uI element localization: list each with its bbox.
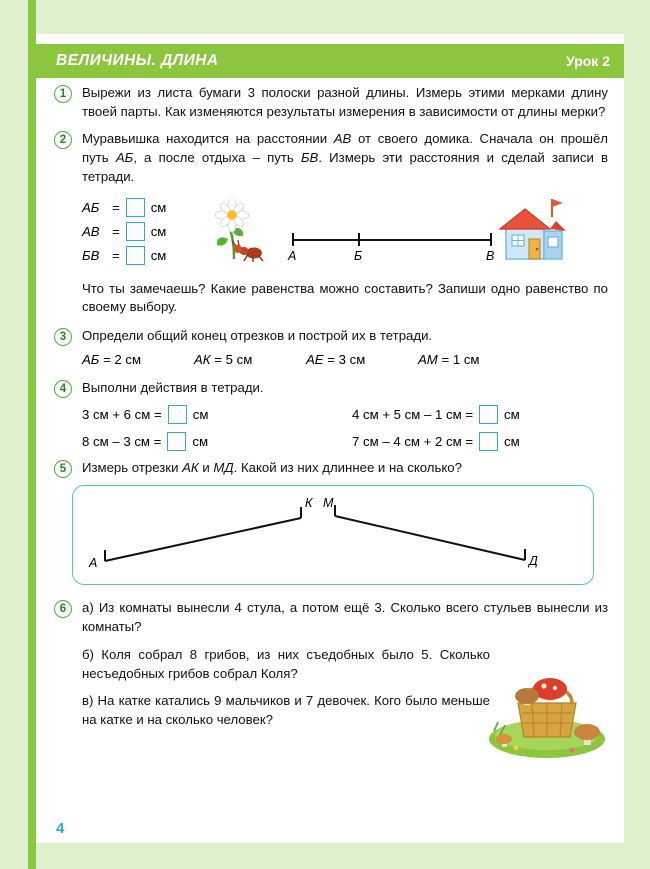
value-text: = 1 см — [441, 351, 480, 367]
task-2-text-part-2: от своего домика. Сначала он прошёл путь — [82, 131, 608, 166]
answer-box[interactable] — [126, 222, 145, 241]
task-number-badge: 1 — [54, 85, 72, 103]
page-border-bottom — [0, 843, 650, 869]
task-number-badge: 4 — [54, 380, 72, 398]
equation-label: АБ — [82, 199, 100, 215]
answer-box[interactable] — [126, 198, 145, 217]
segment-name-ab2: АБ — [115, 150, 134, 166]
task-2-equations — [82, 193, 200, 270]
exercise-cell — [352, 432, 520, 451]
figure-label-d: Д — [529, 554, 538, 569]
unit-label: см — [504, 406, 520, 422]
task-2-text-part-4: . Измерь эти расстояния и сделай записи в тетради. — [82, 150, 608, 184]
page-header — [36, 44, 624, 78]
task-3 — [54, 327, 608, 346]
task-4-exercises — [82, 405, 608, 451]
task-number-badge: 3 — [54, 328, 72, 346]
task-2-question: Что ты замечаешь? Какие равенства можно составить? Запиши одно равенство по своему выбору. — [82, 280, 608, 315]
page-border-right — [624, 0, 650, 869]
answer-box[interactable] — [126, 246, 145, 265]
segment-label-v: В — [486, 248, 495, 263]
task-6-part-v: в) На катке катались 9 мальчиков и 7 девочек. Кого было меньше на катке и на сколько человек? — [82, 693, 490, 728]
task-5-text-part-1: Измерь отрезки — [82, 459, 183, 475]
value-label: АК — [194, 351, 211, 367]
exercise-cell — [352, 405, 520, 424]
exercise-cell — [82, 432, 352, 451]
page-border-left — [0, 0, 28, 869]
answer-box[interactable] — [168, 405, 187, 424]
expression: 3 см + 6 см = — [82, 406, 162, 422]
equals-sign: = — [112, 223, 120, 239]
equals-sign: = — [112, 199, 120, 215]
task-1 — [54, 84, 608, 121]
task-5-text-part-3: . Какой из них длиннее и на сколько? — [233, 459, 462, 475]
value-label: АМ — [418, 351, 438, 367]
value-text: = 3 см — [327, 351, 366, 367]
value-item — [194, 352, 306, 367]
value-label: АБ — [82, 351, 100, 367]
segment-tick-b — [358, 233, 360, 246]
flower-with-ant-icon — [208, 199, 276, 265]
segment-abv — [288, 239, 495, 263]
segment-label-a: А — [288, 248, 297, 263]
unit-label: см — [192, 406, 209, 422]
page-title: ВЕЛИЧИНЫ. ДЛИНА — [56, 52, 219, 69]
task-6-part-b: б) Коля собрал 8 грибов, из них съедобных было 5. Сколько несъедобных грибов собрал Коля? — [82, 646, 490, 681]
exercise-cell — [82, 405, 352, 424]
page-border-top — [0, 0, 650, 34]
unit-label: см — [150, 223, 167, 239]
unit-label: см — [150, 247, 167, 263]
task-number-badge: 6 — [54, 600, 72, 618]
exercise-row — [82, 405, 608, 424]
value-item — [418, 352, 530, 367]
equation-row — [82, 246, 200, 265]
expression: 4 см + 5 см – 1 см = — [352, 406, 474, 422]
segment-name-md: МД — [213, 459, 234, 475]
segment-tick-a — [292, 233, 294, 246]
page-sheet — [36, 34, 624, 843]
task-2-illustration — [200, 193, 608, 267]
expression: 8 см – 3 см = — [82, 433, 162, 449]
value-item — [306, 352, 418, 367]
segment-name-ak: АК — [182, 459, 199, 475]
equation-row — [82, 198, 200, 217]
task-number-badge: 2 — [54, 131, 72, 149]
figure-label-k: К — [305, 496, 313, 511]
unit-label: см — [150, 199, 167, 215]
task-2 — [54, 130, 608, 186]
task-2-text-part-3: , а после отдыха – путь — [133, 150, 301, 166]
value-label: АЕ — [306, 351, 324, 367]
task-5-text — [82, 459, 608, 478]
task-1-text: Вырежи из листа бумаги 3 полоски разной длины. Измерь этими мерками длину твоей парты. Как изменяются результаты измерения в зависимости от длины мерки? — [82, 85, 608, 119]
segment-label-b: Б — [354, 248, 363, 263]
figure-label-a: А — [89, 556, 98, 571]
equation-label: АВ — [82, 223, 100, 239]
mushroom-basket-icon — [488, 655, 606, 759]
value-text: = 5 см — [214, 351, 253, 367]
expression: 7 см – 4 см + 2 см = — [352, 433, 474, 449]
answer-box[interactable] — [479, 405, 498, 424]
answer-box[interactable] — [167, 432, 186, 451]
unit-label: см — [192, 433, 209, 449]
task-5 — [54, 459, 608, 478]
task-2-figure-row — [82, 193, 608, 270]
task-2-text-part-1: Муравьишка находится на расстоянии — [82, 131, 334, 147]
equals-sign: = — [112, 247, 120, 263]
segment-name-bv: БВ — [300, 150, 319, 166]
page-number: 4 — [56, 820, 65, 837]
task-4-text: Выполни действия в тетради. — [82, 379, 264, 395]
task-5-text-part-2: и — [198, 459, 214, 475]
page-content — [36, 84, 624, 739]
task-6-part-a: а) Из комнаты вынесли 4 стула, а потом ещё 3. Сколько всего стульев вынесли из комнаты? — [82, 600, 608, 635]
task-2-text — [82, 130, 608, 186]
page-spine-bar — [28, 0, 36, 869]
figure-label-m: М — [323, 496, 334, 511]
equation-row — [82, 222, 200, 241]
exercise-row — [82, 432, 608, 451]
task-6 — [54, 599, 608, 729]
task-3-text: Определи общий конец отрезков и построй их в тетради. — [82, 328, 433, 344]
value-item — [82, 352, 194, 367]
value-text: = 2 см — [103, 351, 142, 367]
task-4 — [54, 379, 608, 398]
lesson-label: Урок 2 — [566, 53, 610, 69]
unit-label: см — [504, 433, 520, 449]
house-icon — [492, 193, 572, 267]
ant-icon — [232, 240, 263, 262]
equation-label: БВ — [82, 247, 100, 263]
task-number-badge: 5 — [54, 460, 72, 478]
answer-box[interactable] — [479, 432, 498, 451]
segment-name-ab: АВ — [333, 131, 352, 147]
task-3-values — [82, 352, 608, 367]
task-5-figure — [72, 485, 594, 585]
